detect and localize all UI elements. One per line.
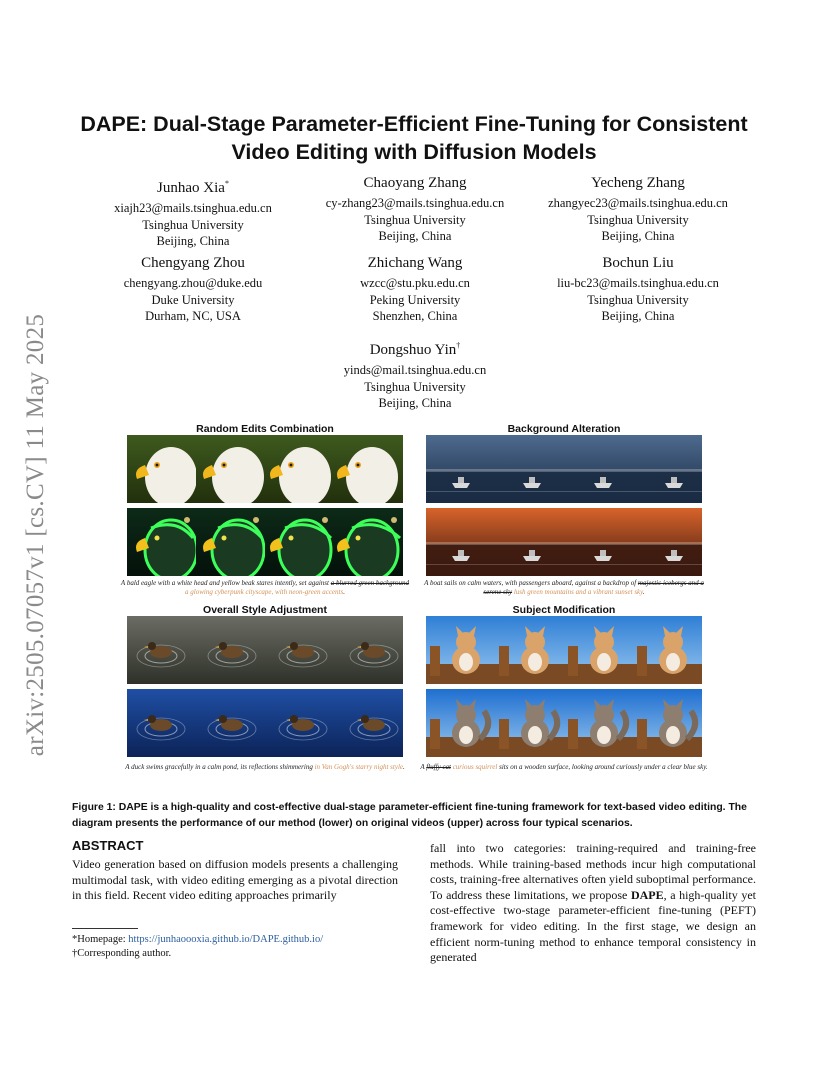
video-frame [127, 508, 196, 576]
video-frame [196, 616, 265, 684]
homepage-link[interactable]: https://junhaoooxia.github.io/DAPE.github.io/ [128, 934, 324, 945]
video-frame [426, 435, 495, 503]
author-6 [300, 336, 530, 412]
caption-text: . [343, 588, 345, 596]
author-mark: * [224, 179, 229, 188]
video-frame [196, 689, 265, 757]
video-frame [564, 435, 633, 503]
video-frame [426, 508, 495, 576]
author-1 [300, 174, 530, 245]
video-frame [495, 616, 564, 684]
caption-added-text: in Van Gogh's starry night style [314, 763, 404, 771]
video-frame [564, 689, 633, 757]
video-frame [633, 689, 702, 757]
footnote-homepage-label: *Homepage: [72, 934, 129, 945]
footnote-rule [72, 928, 138, 929]
video-frame [633, 508, 702, 576]
author-location: Shenzhen, China [372, 309, 458, 323]
author-email: chengyang.zhou@duke.edu [123, 276, 263, 290]
author-location: Beijing, China [601, 309, 675, 323]
frame-strip-edited [127, 508, 403, 576]
author-name: Zhichang Wang [367, 255, 463, 271]
panel-caption [419, 579, 709, 597]
caption-text: A [420, 763, 427, 771]
author-location: Beijing, China [378, 229, 452, 243]
author-affiliation: Peking University [369, 292, 461, 307]
video-frame [127, 616, 196, 684]
caption-added-text: a glowing cyberpunk cityscape, with neon-green accents [185, 588, 344, 596]
author-name: Chaoyang Zhang [363, 175, 467, 191]
video-frame [564, 508, 633, 576]
abstract-method-name: DAPE [630, 887, 664, 902]
author-4 [300, 254, 530, 325]
frame-strip-original [127, 435, 403, 503]
video-frame [334, 508, 403, 576]
panel-title: Background Alteration [507, 423, 621, 435]
author-affiliation: Tsinghua University [142, 217, 244, 232]
author-name: Dongshuo Yin† [369, 341, 461, 358]
frame-strip-edited [127, 689, 403, 757]
abstract-heading: ABSTRACT [72, 838, 144, 853]
video-frame [265, 508, 334, 576]
frame-strip-edited [426, 689, 702, 757]
video-frame [564, 616, 633, 684]
video-frame [495, 689, 564, 757]
abstract-text-left: Video generation based on diffusion models presents a challenging multimodal task, with video editing emerging as a pivotal direction in this field. Recent video editing approaches primarily [72, 857, 398, 903]
author-affiliation: Tsinghua University [364, 212, 466, 227]
video-frame [265, 435, 334, 503]
author-email: xiajh23@mails.tsinghua.edu.cn [114, 201, 272, 215]
video-frame [633, 435, 702, 503]
author-email: cy-zhang23@mails.tsinghua.edu.cn [325, 196, 505, 210]
video-frame [196, 435, 265, 503]
author-name: Bochun Liu [602, 255, 674, 271]
caption-text: A duck swims gracefully in a calm pond, its reflections shimmering [125, 763, 315, 771]
caption-text: A boat sails on calm waters, with passengers aboard, against a backdrop of [424, 579, 638, 587]
frame-strip-original [426, 435, 702, 503]
author-affiliation: Tsinghua University [587, 212, 689, 227]
video-frame [426, 616, 495, 684]
video-frame [334, 689, 403, 757]
video-frame [495, 508, 564, 576]
frame-strip-original [127, 616, 403, 684]
caption-added-text: curious squirrel [450, 763, 498, 771]
author-name: Junhao Xia* [157, 179, 229, 196]
video-frame [265, 616, 334, 684]
panel-title: Random Edits Combination [196, 423, 334, 435]
video-frame [495, 435, 564, 503]
figure-caption: Figure 1: DAPE is a high-quality and cost-effective dual-stage parameter-efficient fine-tuning framework for text-based video editing. The diagram presents the performance of our method (lower) on original videos (upper) across four typical scenarios. [72, 802, 747, 829]
footnote-corresponding: †Corresponding author. [72, 948, 172, 959]
caption-removed-text: majestic icebergs and a serene sky [483, 579, 704, 596]
caption-text: sits on a wooden surface, looking around curiously under a clear blue sky. [497, 763, 708, 771]
caption-text: . [403, 763, 405, 771]
caption-text: . [642, 588, 645, 596]
author-affiliation: Tsinghua University [364, 379, 466, 394]
abstract-text-right-a: fall into two categories: training-required and training-free methods. While training-based methods incur high computational costs, training-free alternatives often yield suboptimal performance. To address these limitations, we propose [430, 841, 756, 902]
caption-removed-text: fluffy cat [426, 763, 451, 771]
video-frame [127, 689, 196, 757]
panel-caption [419, 763, 709, 772]
caption-added-text: lush green mountains and a vibrant sunset sky [512, 588, 643, 596]
panel-title: Overall Style Adjustment [203, 604, 327, 616]
caption-text: A bald eagle with a white head and yellow beak stares intently, set against [120, 579, 331, 587]
author-email: liu-bc23@mails.tsinghua.edu.cn [557, 276, 719, 290]
author-affiliation: Duke University [151, 292, 235, 307]
video-frame [127, 435, 196, 503]
author-affiliation: Tsinghua University [587, 292, 689, 307]
footnote-homepage [72, 933, 323, 947]
author-location: Beijing, China [156, 234, 230, 248]
abstract-text-right-c: , a high-quality yet cost-effective two-stage parameter-efficient fine-tuning (PEFT) framework for video editing. In the first stage, we design an efficient norm-tuning method to enhance temporal consistency in generated [430, 887, 756, 965]
author-5 [523, 254, 753, 325]
author-email: yinds@mail.tsinghua.edu.cn [343, 363, 487, 377]
caption-removed-text: a blurred green background [330, 579, 410, 587]
author-location: Durham, NC, USA [145, 309, 241, 323]
author-location: Beijing, China [378, 396, 452, 410]
author-location: Beijing, China [601, 229, 675, 243]
video-frame [334, 616, 403, 684]
video-frame [265, 689, 334, 757]
author-email: wzcc@stu.pku.edu.cn [360, 276, 470, 290]
video-frame [196, 508, 265, 576]
author-2 [523, 174, 753, 245]
frame-strip-original [426, 616, 702, 684]
arxiv-identifier-stamp: arXiv:2505.07057v1 [cs.CV] 11 May 2025 [22, 313, 49, 757]
author-name: Yecheng Zhang [591, 175, 685, 191]
author-name: Chengyang Zhou [141, 255, 245, 271]
paper-title: DAPE: Dual-Stage Parameter-Efficient Fine-Tuning for Consistent Video Editing with Diffusion Models [80, 112, 748, 164]
author-3 [78, 254, 308, 325]
video-frame [426, 689, 495, 757]
video-frame [334, 435, 403, 503]
panel-caption [120, 763, 410, 772]
video-frame [633, 616, 702, 684]
panel-caption [120, 579, 410, 597]
author-mark: † [456, 341, 461, 350]
author-0 [78, 174, 308, 250]
author-email: zhangyec23@mails.tsinghua.edu.cn [548, 196, 728, 210]
abstract-text-right [430, 841, 756, 966]
panel-title: Subject Modification [512, 604, 616, 616]
frame-strip-edited [426, 508, 702, 576]
